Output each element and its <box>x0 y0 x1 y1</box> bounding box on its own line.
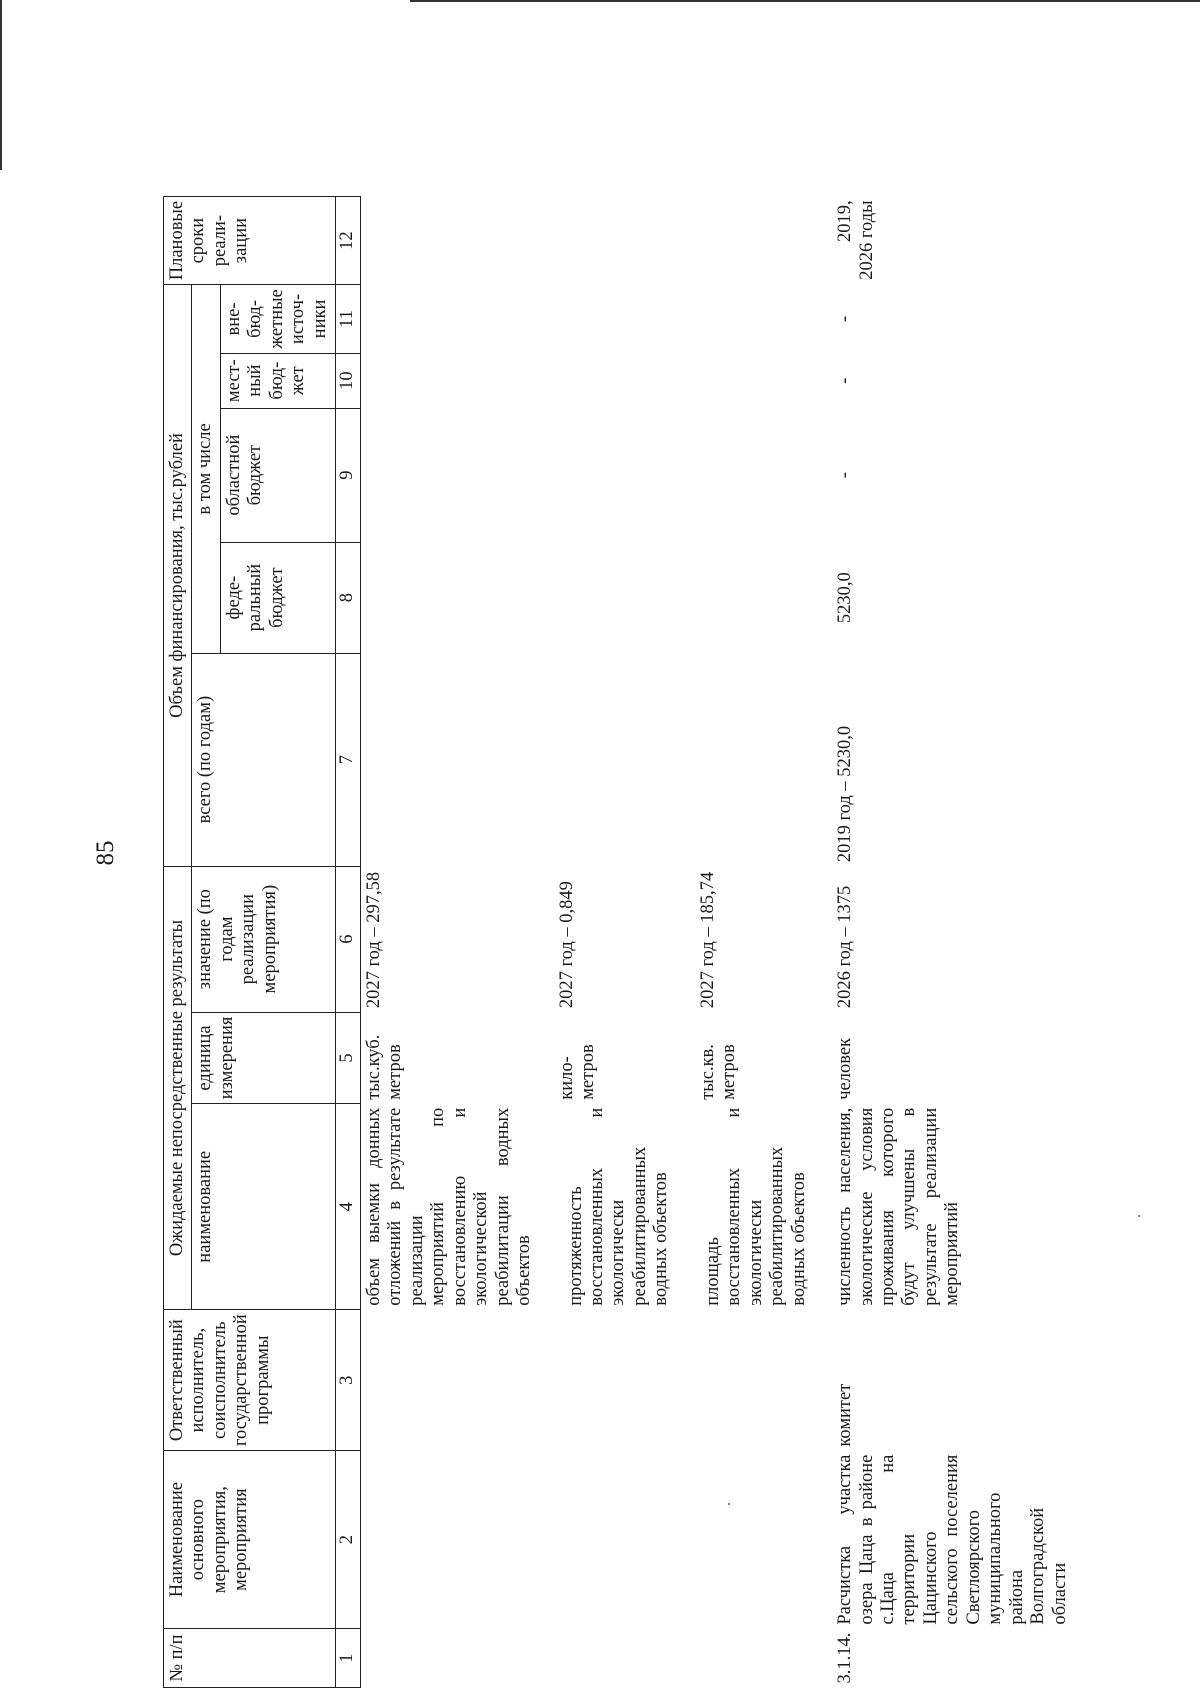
indicator-name: численность населения, экологические условия проживания которого будут улучшены в результате реализации мероприятий <box>835 1107 963 1306</box>
column-number: 4 <box>335 1104 360 1310</box>
indicator-unit: тыс.куб. метров <box>363 1034 406 1100</box>
header-activity-name: Наименование основного мероприятия, мероприятия <box>164 1451 336 1629</box>
header-regional: областной бюджет <box>220 408 335 542</box>
funding-federal: 5230,0 <box>835 572 856 624</box>
continued-indicators-row <box>360 196 813 1687</box>
indicator-unit: кило-метров <box>556 1044 599 1100</box>
header-unit: единица измерения <box>192 1012 335 1104</box>
indicator-unit: человек <box>835 1037 856 1100</box>
funding-local: - <box>835 377 856 384</box>
implementation-term: 2019, 2026 годы <box>835 200 877 280</box>
column-number: 6 <box>335 866 360 1012</box>
header-including: в том числе <box>192 285 220 653</box>
funding-regional: - <box>835 472 856 479</box>
column-number: 3 <box>335 1310 360 1451</box>
header-total: всего (по годам) <box>192 653 335 866</box>
column-number-row <box>335 196 360 1687</box>
header-extrabudget: вне-бюд-жетные источ-ники <box>220 285 335 353</box>
table-row-3-1-14 <box>813 196 1074 1687</box>
indicator-value: 2027 год – 297,58 <box>363 871 384 1009</box>
indicator-name: площадь восстановленных и экологически реабилитированных водных объектов <box>702 1107 809 1306</box>
header-local: мест-ный бюд-жет <box>220 353 335 408</box>
funding-extrabudget: - <box>835 315 856 323</box>
header-value: значение (по годам реализации мероприятия) <box>192 866 335 1012</box>
activity-title: Расчистка участка озера Цаца в районе с.Цаца на территории Цацинского сельского поселения Светлоярского муниципального района Волгоградской области <box>835 1454 1070 1625</box>
indicator-value: 2027 год – 185,74 <box>697 871 718 1009</box>
header-funding-group: Объем финансирования, тыс.рублей <box>164 285 192 866</box>
header-term: Плановые сроки реали-зации <box>164 196 336 284</box>
column-number: 11 <box>335 285 360 353</box>
header-indicator-name: наименование <box>192 1104 335 1310</box>
column-number: 8 <box>335 542 360 653</box>
funding-total: 2019 год – 5230,0 <box>835 725 856 863</box>
executor: комитет <box>835 1383 856 1447</box>
indicator-unit: тыс.кв. метров <box>697 1044 740 1100</box>
column-number: 12 <box>335 196 360 284</box>
column-number: 9 <box>335 408 360 542</box>
indicator-name: объем выемки донных отложений в результате реализации мероприятий по восстановлению и экологической реабилитации водных объектов <box>363 1107 535 1306</box>
indicator-value: 2027 год – 0,849 <box>556 881 577 1009</box>
header-federal: феде-ральный бюджет <box>220 542 335 653</box>
column-number: 10 <box>335 353 360 408</box>
column-number: 1 <box>335 1629 360 1688</box>
page-number: 85 <box>92 840 119 866</box>
header-executor: Ответственный исполнитель, соисполнитель государственной программы <box>164 1310 336 1451</box>
program-table <box>163 196 1074 1688</box>
header-results-group: Ожидаемые непосредственные результаты <box>164 866 192 1310</box>
header-row-1 <box>164 196 192 1687</box>
indicator-value: 2026 год – 1375 <box>835 885 856 1009</box>
header-num: № п/п <box>164 1629 336 1688</box>
column-number: 2 <box>335 1451 360 1629</box>
column-number: 7 <box>335 653 360 866</box>
row-number: 3.1.14. <box>835 1632 856 1684</box>
column-number: 5 <box>335 1012 360 1104</box>
indicator-name: протяженность восстановленных и экологически реабилитированных водных объектов <box>565 1107 672 1306</box>
